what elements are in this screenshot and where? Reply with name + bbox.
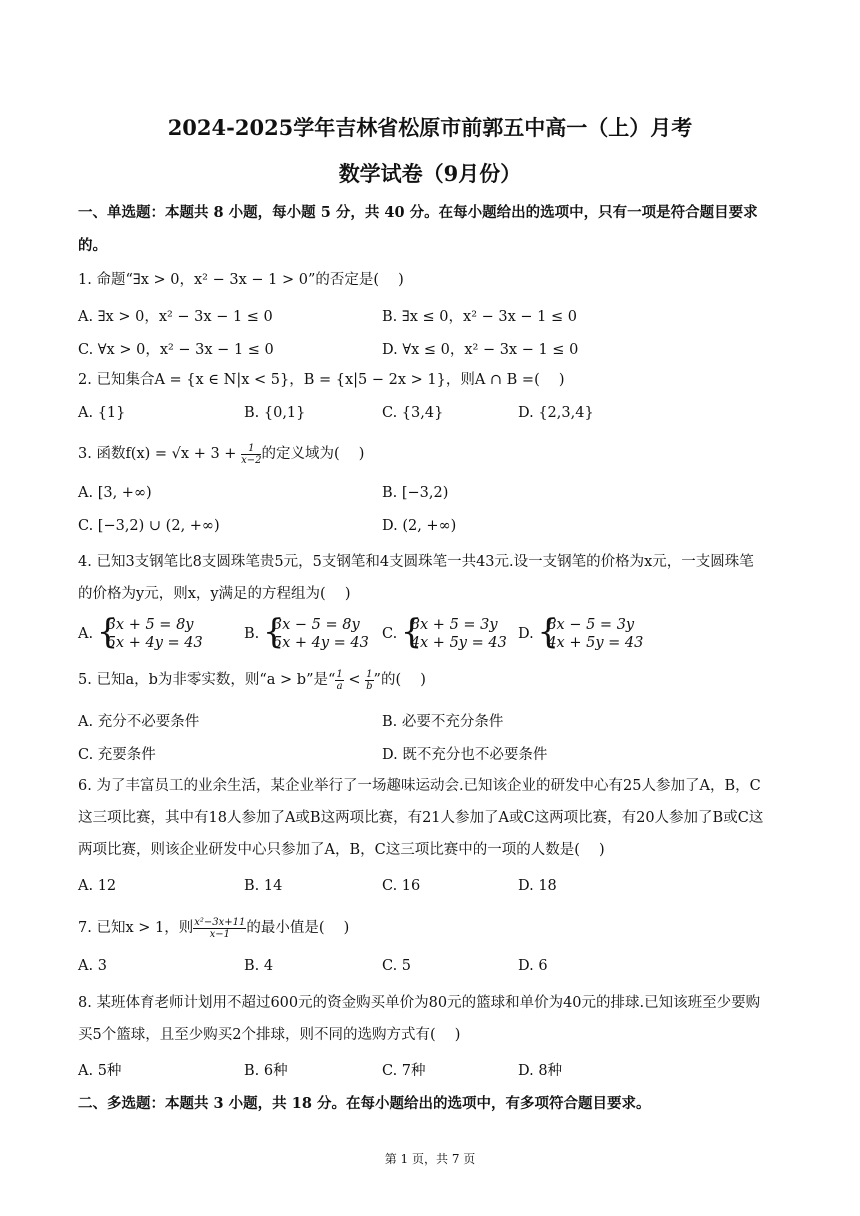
question-7-text-pre: 7. 已知x > 1，则	[78, 920, 194, 936]
equation-1: { 3x + 5 = 8y	[106, 617, 194, 633]
question-8-option-c: C. 7种	[382, 1063, 426, 1079]
option-label: D.	[518, 626, 534, 642]
equation-system	[264, 616, 369, 652]
equation-2: 5x + 4y = 43	[272, 635, 369, 651]
question-5-text-post: ”的( )	[373, 672, 426, 688]
section1-heading-line2: 的。	[78, 237, 107, 254]
equation-2: 5x + 4y = 43	[106, 635, 203, 651]
equation-system	[538, 616, 643, 652]
fraction-numerator: 1	[366, 668, 373, 680]
question-5-fraction-a	[335, 669, 343, 692]
question-3-text-pre: 3. 函数f(x) = √x + 3 +	[78, 446, 242, 462]
question-4-line2: 的价格为y元，则x，y满足的方程组为( )	[78, 586, 351, 602]
option-label: A.	[78, 626, 94, 642]
question-1-option-c: C. ∀x > 0，x² − 3x − 1 ≤ 0	[78, 342, 274, 358]
question-5-option-b: B. 必要不充分条件	[382, 714, 504, 730]
question-8-line1: 8. 某班体育老师计划用不超过600元的资金购买单价为80元的篮球和单价为40元的排球.已知该班至少要购	[78, 995, 761, 1011]
question-3-option-b: B. [−3,2)	[382, 485, 449, 501]
question-6-option-c: C. 16	[382, 878, 421, 894]
question-6-option-a: A. 12	[78, 878, 117, 894]
question-7-fraction	[193, 917, 246, 940]
question-5-option-a: A. 充分不必要条件	[78, 714, 200, 730]
question-5-stem	[78, 664, 783, 696]
question-7-option-b: B. 4	[244, 958, 274, 974]
exam-subtitle: 数学试卷（9月份）	[338, 161, 522, 186]
question-8-stem	[78, 987, 783, 1051]
section1-heading-line1: 一、单选题：本题共 8 小题，每小题 5 分，共 40 分。在每小题给出的选项中，只有一项是符合题目要求	[78, 204, 758, 221]
equation-2: 4x + 5y = 43	[547, 635, 644, 651]
equation-1: { 8x + 5 = 3y	[410, 617, 498, 633]
question-8-option-a: A. 5种	[78, 1063, 122, 1079]
fraction-denominator: a	[336, 680, 343, 692]
question-7-option-c: C. 5	[382, 958, 412, 974]
question-4-option-a	[78, 616, 203, 652]
question-6-line2: 这三项比赛，其中有18人参加了A或B这两项比赛，有21人参加了A或C这两项比赛，有20人参加了B或C这	[78, 810, 764, 826]
question-8-line2: 买5个篮球，且至少购买2个排球，则不同的选购方式有( )	[78, 1027, 461, 1043]
question-8-option-d: D. 8种	[518, 1063, 563, 1079]
fraction-numerator: 1	[336, 668, 343, 680]
question-2-option-b: B. {0,1}	[244, 405, 306, 421]
question-3-option-c: C. [−3,2) ∪ (2, +∞)	[78, 518, 220, 534]
equation-system	[98, 616, 203, 652]
question-4-line1: 4. 已知3支钢笔比8支圆珠笔贵5元，5支钢笔和4支圆珠笔一共43元.设一支钢笔的价格为x元，一支圆珠笔	[78, 554, 754, 570]
question-4-option-c	[382, 616, 507, 652]
question-3-option-a: A. [3, +∞)	[78, 485, 152, 501]
question-5-option-d: D. 既不充分也不必要条件	[382, 747, 548, 763]
question-1-option-b: B. ∃x ≤ 0，x² − 3x − 1 ≤ 0	[382, 309, 577, 325]
question-8-option-b: B. 6种	[244, 1063, 288, 1079]
question-5-option-c: C. 充要条件	[78, 747, 156, 763]
option-label: B.	[244, 626, 260, 642]
equation-1: { 3x − 5 = 8y	[272, 617, 360, 633]
question-5-fraction-b	[365, 669, 373, 692]
fraction-denominator: x−1	[209, 928, 230, 940]
question-5-text-pre: 5. 已知a，b为非零实数，则“a > b”是“	[78, 672, 336, 688]
exam-title: 2024-2025学年吉林省松原市前郭五中高一（上）月考	[167, 115, 693, 140]
question-6-line3: 两项比赛，则该企业研发中心只参加了A，B，C这三项比赛中的一项的人数是( )	[78, 842, 605, 858]
question-1-stem: 1. 命题“∃x > 0，x² − 3x − 1 > 0”的否定是( )	[78, 272, 404, 288]
section1-heading	[78, 196, 783, 262]
question-6-line1: 6. 为了丰富员工的业余生活，某企业举行了一场趣味运动会.已知该企业的研发中心有25人参加了A，B，C	[78, 778, 761, 794]
question-3-text-post: 的定义域为( )	[261, 446, 365, 462]
question-1-option-a: A. ∃x > 0，x² − 3x − 1 ≤ 0	[78, 309, 273, 325]
question-7-option-a: A. 3	[78, 958, 107, 974]
question-7-text-post: 的最小值是( )	[246, 920, 350, 936]
question-2-option-d: D. {2,3,4}	[518, 405, 594, 421]
question-2-stem: 2. 已知集合A = {x ∈ N|x < 5}，B = {x|5 − 2x > 1}，则A ∩ B =( )	[78, 372, 565, 388]
section2-heading: 二、多选题：本题共 3 小题，共 18 分。在每小题给出的选项中，有多项符合题目要求。	[78, 1095, 651, 1112]
question-4-option-d	[518, 616, 643, 652]
question-4-stem	[78, 546, 783, 610]
equation-1: { 8x − 5 = 3y	[547, 617, 635, 633]
equation-2: 4x + 5y = 43	[410, 635, 507, 651]
question-3-option-d: D. (2, +∞)	[382, 518, 457, 534]
question-5-comparison: <	[343, 672, 366, 688]
question-1-option-d: D. ∀x ≤ 0，x² − 3x − 1 ≤ 0	[382, 342, 579, 358]
fraction-numerator: x²−3x+11	[194, 916, 246, 928]
question-6-option-d: D. 18	[518, 878, 557, 894]
question-7-option-d: D. 6	[518, 958, 548, 974]
question-3-fraction	[241, 443, 261, 466]
fraction-denominator: b	[366, 680, 373, 692]
question-2-option-a: A. {1}	[78, 405, 126, 421]
question-6-stem	[78, 770, 783, 866]
equation-system	[402, 616, 507, 652]
fraction-numerator: 1	[241, 443, 261, 455]
fraction-denominator: x−2	[241, 454, 262, 466]
question-2-option-c: C. {3,4}	[382, 405, 444, 421]
question-3-stem	[78, 438, 783, 470]
option-label: C.	[382, 626, 398, 642]
page-footer: 第 1 页，共 7 页	[384, 1152, 476, 1166]
question-4-option-b	[244, 616, 369, 652]
question-7-stem	[78, 912, 783, 944]
question-6-option-b: B. 14	[244, 878, 283, 894]
